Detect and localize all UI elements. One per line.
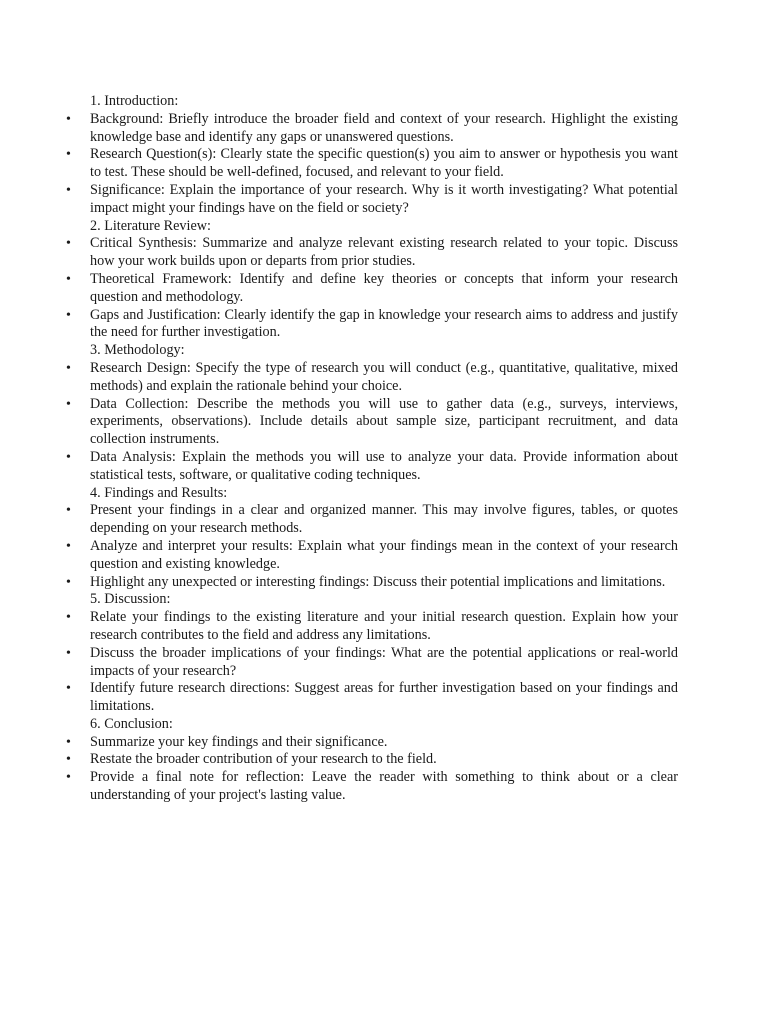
list-item-text: Provide a final note for reflection: Leave the reader with something to think about or a clear understanding of your project's lasting value. [90, 769, 678, 804]
section-heading-literature-review: 2. Literature Review: [90, 217, 211, 234]
list-item-text: Restate the broader contribution of your research to the field. [90, 751, 437, 768]
document-page [66, 93, 678, 805]
bullet-icon: • [66, 734, 71, 750]
list-item-text: Analyze and interpret your results: Explain what your findings mean in the context of your research question and existing knowledge. [90, 537, 678, 572]
bullet-icon: • [66, 449, 71, 465]
section-heading-conclusion: 6. Conclusion: [90, 715, 173, 732]
section-heading-findings-and-results: 4. Findings and Results: [90, 484, 228, 501]
list-item [66, 146, 678, 182]
bullet-icon: • [66, 307, 71, 323]
list-item [66, 769, 678, 805]
section-heading-introduction: 1. Introduction: [90, 93, 179, 109]
bullet-icon: • [66, 574, 71, 590]
list-item [66, 751, 678, 769]
list-item [66, 396, 678, 449]
list-item [66, 360, 678, 396]
list-item [66, 609, 678, 645]
list-item [66, 645, 678, 681]
bullet-icon: • [66, 111, 71, 127]
bullet-icon: • [66, 236, 71, 252]
list-item [66, 307, 678, 343]
list-item-text: Theoretical Framework: Identify and define key theories or concepts that inform your research question and methodology. [90, 270, 678, 305]
bullet-icon: • [66, 645, 71, 661]
bullet-icon: • [66, 610, 71, 626]
list-item [66, 538, 678, 574]
list-item [66, 502, 678, 538]
list-item [66, 734, 678, 752]
bullet-icon: • [66, 770, 71, 786]
list-item [66, 449, 678, 485]
list-item-text: Highlight any unexpected or interesting findings: Discuss their potential implications and limitations. [90, 573, 666, 590]
list-item [66, 235, 678, 271]
list-item-text: Data Collection: Describe the methods you will use to gather data (e.g., surveys, interviews, experiments, observations). Include details about sample size, participant recruitment, and data collection instruments. [90, 395, 678, 448]
section-heading-discussion: 5. Discussion: [90, 591, 171, 608]
list-item [66, 680, 678, 716]
bullet-icon: • [66, 147, 71, 163]
bullet-icon: • [66, 503, 71, 519]
section-heading-methodology: 3. Methodology: [90, 342, 185, 359]
list-item-text: Gaps and Justification: Clearly identify the gap in knowledge your research aims to address and justify the need for further investigation. [90, 306, 678, 341]
list-item [66, 574, 678, 592]
list-item-text: Research Design: Specify the type of research you will conduct (e.g., quantitative, qualitative, mixed methods) and explain the rationale behind your choice. [90, 359, 678, 394]
list-item-text: Relate your findings to the existing literature and your initial research question. Explain how your research contributes to the field and address any limitations. [90, 609, 678, 643]
list-item [66, 182, 678, 218]
list-item-text: Identify future research directions: Suggest areas for further investigation based on your findings and limitations. [90, 680, 678, 715]
list-item-text: Discuss the broader implications of your findings: What are the potential applications or real-world impacts of your research? [90, 644, 678, 679]
list-item-text: Critical Synthesis: Summarize and analyze relevant existing research related to your topic. Discuss how your work builds upon or departs from prior studies. [90, 235, 678, 270]
bullet-icon: • [66, 271, 71, 287]
list-item [66, 111, 678, 147]
bullet-icon: • [66, 182, 71, 198]
list-item-text: Research Question(s): Clearly state the specific question(s) you aim to answer or hypothesis you want to test. These should be well-defined, focused, and relevant to your field. [90, 146, 678, 181]
list-item-text: Background: Briefly introduce the broader field and context of your research. Highlight the existing knowledge base and identify any gaps or unanswered questions. [90, 110, 678, 145]
list-item-text: Significance: Explain the importance of your research. Why is it worth investigating? What potential impact might your findings have on the field or society? [90, 181, 678, 216]
bullet-icon: • [66, 360, 71, 376]
bullet-icon: • [66, 538, 71, 554]
list-item-text: Data Analysis: Explain the methods you will use to analyze your data. Provide information about statistical tests, software, or qualitative coding techniques. [90, 448, 678, 483]
list-item-text: Summarize your key findings and their significance. [90, 733, 388, 750]
list-item-text: Present your findings in a clear and organized manner. This may involve figures, tables, or quotes depending on your research methods. [90, 502, 678, 537]
list-item [66, 271, 678, 307]
bullet-icon: • [66, 752, 71, 768]
bullet-icon: • [66, 396, 71, 412]
bullet-icon: • [66, 681, 71, 697]
